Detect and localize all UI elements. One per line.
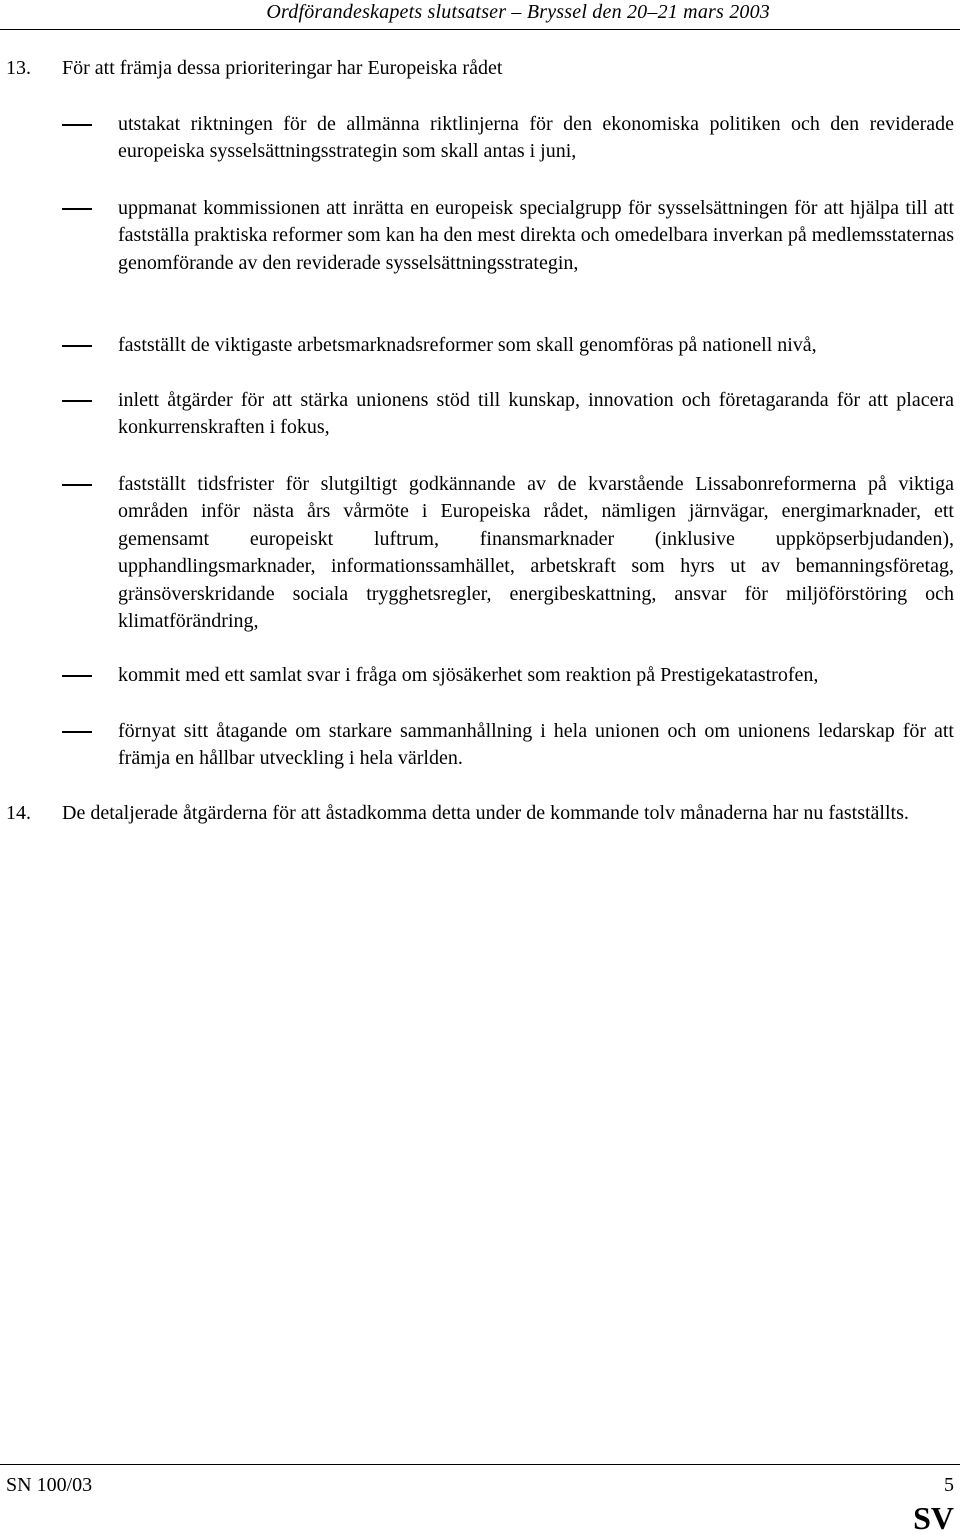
list-item-text: uppmanat kommissionen att inrätta en europeisk specialgrupp för sysselsättningen för att hjälpa till att fastställa praktiska reformer som kan ha den mest direkta och omedelbara inverkan på medlemsstaternas genomförande av den reviderade sysselsättningsstrategin, bbox=[118, 197, 954, 274]
list-item-text: förnyat sitt åtagande om starkare sammanhållning i hela unionen och om unionens ledarskap för att främja en hållbar utveckling i hela världen. bbox=[118, 720, 954, 770]
list-item-text: kommit med ett samlat svar i fråga om sjösäkerhet som reaktion på Prestigekatastrofen, bbox=[118, 664, 819, 686]
list-item-text: fastställt de viktigaste arbetsmarknadsreformer som skall genomföras på nationell nivå, bbox=[118, 334, 817, 356]
dash-bullet-icon bbox=[62, 124, 92, 126]
footer-divider bbox=[0, 1464, 960, 1465]
dash-bullet-icon bbox=[62, 484, 92, 486]
list-item-text: fastställt tidsfrister för slutgiltigt godkännande av de kvarstående Lissabonreformerna på viktiga områden inför nästa års vårmöte i Europeiska rådet, nämligen järnvägar, energimarknader, ett gemensamt europeiskt luftrum, finansmarknader (inklusive uppköpserbjudanden), upphandlingsmarknader, informationssamhället, arbetskraft som hyrs ut av bemanningsföretag, gränsöverskridande sociala trygghetsregler, energibeskattning, ansvar för miljöförstöring och klimatförändring, bbox=[118, 473, 954, 633]
dash-bullet-icon bbox=[62, 400, 92, 402]
dash-bullet-icon bbox=[62, 208, 92, 210]
page-number: 5 bbox=[944, 1474, 954, 1496]
dash-bullet-icon bbox=[62, 731, 92, 733]
language-code: SV bbox=[913, 1500, 954, 1536]
header-divider bbox=[0, 29, 960, 30]
document-reference: SN 100/03 bbox=[6, 1474, 93, 1496]
page-header bbox=[0, 0, 960, 30]
paragraph-text: För att främja dessa prioriteringar har Europeiska rådet bbox=[62, 57, 503, 79]
paragraph-number: 14. bbox=[6, 802, 31, 824]
page-footer bbox=[0, 1464, 960, 1534]
paragraph-text: De detaljerade åtgärderna för att åstadkomma detta under de kommande tolv månaderna har nu fastställts. bbox=[62, 802, 909, 824]
dash-bullet-icon bbox=[62, 675, 92, 677]
list-item-text: utstakat riktningen för de allmänna riktlinjerna för den ekonomiska politiken och den reviderade europeiska sysselsättningsstrategin som skall antas i juni, bbox=[118, 113, 954, 163]
list-item-text: inlett åtgärder för att stärka unionens stöd till kunskap, innovation och företagaranda för att placera konkurrenskraften i fokus, bbox=[118, 389, 954, 439]
dash-bullet-icon bbox=[62, 345, 92, 347]
paragraph-number: 13. bbox=[6, 57, 31, 79]
header-title: Ordförandeskapets slutsatser – Bryssel den 20–21 mars 2003 bbox=[266, 1, 770, 23]
